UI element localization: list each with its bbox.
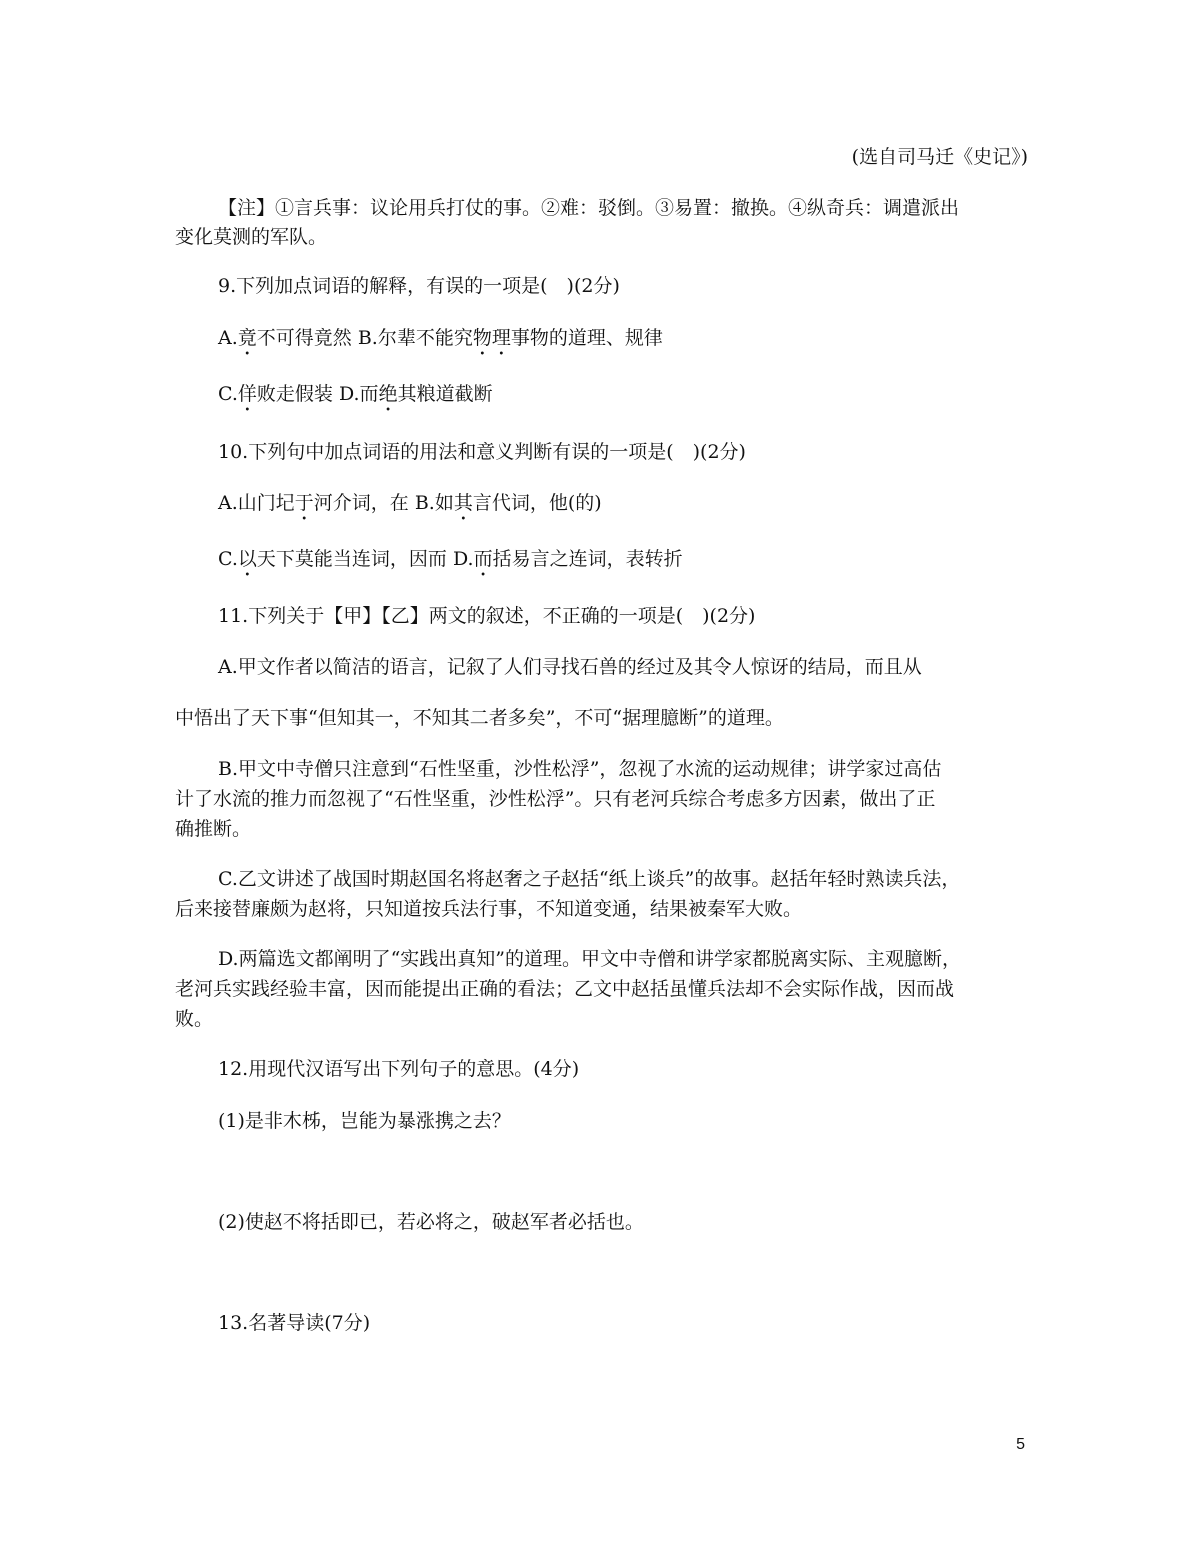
emphasis-word: 佯 bbox=[237, 383, 257, 405]
question-11-option-b-line-3: 确推断。 bbox=[175, 818, 252, 840]
annotation-note-line-2: 变化莫测的军队。 bbox=[175, 226, 328, 248]
emphasis-word: 物理 bbox=[472, 327, 511, 349]
question-11-stem: 11.下列关于【甲】【乙】两文的叙述，不正确的一项是( )(2分) bbox=[218, 605, 756, 627]
emphasis-word: 以 bbox=[237, 548, 257, 570]
question-10-options-ab: A.山门圮于河介词，在 B.如其言代词，他(的) bbox=[218, 492, 602, 514]
question-9-options-cd: C.佯败走假装 D.而绝其粮道截断 bbox=[218, 383, 493, 405]
question-9-stem: 9.下列加点词语的解释，有误的一项是( )(2分) bbox=[218, 275, 620, 297]
question-11-option-d-line-1: D.两篇选文都阐明了“实践出真知”的道理。甲文中寺僧和讲学家都脱离实际、主观臆断， bbox=[218, 948, 962, 970]
question-11-option-c-line-1: C.乙文讲述了战国时期赵国名将赵奢之子赵括“纸上谈兵”的故事。赵括年轻时熟读兵法， bbox=[218, 868, 961, 890]
emphasis-word: 于 bbox=[294, 492, 314, 514]
emphasis-word: 竟 bbox=[237, 327, 257, 349]
page-number: 5 bbox=[1016, 1436, 1025, 1453]
question-11-option-a-line-2: 中悟出了天下事“但知其一，不知其二者多矣”，不可“据理臆断”的道理。 bbox=[175, 707, 784, 729]
question-11-option-b-line-2: 计了水流的推力而忽视了“石性坚重，沙性松浮”。只有老河兵综合考虑多方因素，做出了正 bbox=[175, 788, 936, 810]
question-12-sentence-1: (1)是非木柹，岂能为暴涨携之去？ bbox=[218, 1110, 511, 1132]
question-10-stem: 10.下列句中加点词语的用法和意义判断有误的一项是( )(2分) bbox=[218, 441, 746, 463]
question-11-option-d-line-2: 老河兵实践经验丰富，因而能提出正确的看法；乙文中赵括虽懂兵法却不会实际作战，因而战 bbox=[175, 978, 955, 1000]
question-11-option-b-line-1: B.甲文中寺僧只注意到“石性坚重，沙性松浮”，忽视了水流的运动规律；讲学家过高估 bbox=[218, 758, 942, 780]
source-citation: (选自司马迁《史记》) bbox=[851, 146, 1028, 168]
emphasis-word: 绝 bbox=[378, 383, 398, 405]
question-13-stem: 13.名著导读(7分) bbox=[218, 1312, 371, 1334]
question-9-options-ab: A.竟不可得竟然 B.尔辈不能究物理事物的道理、规律 bbox=[218, 327, 663, 349]
emphasis-word: 其 bbox=[453, 492, 473, 514]
question-11-option-d-line-3: 败。 bbox=[175, 1008, 214, 1030]
question-10-options-cd: C.以天下莫能当连词，因而 D.而括易言之连词，表转折 bbox=[218, 548, 683, 570]
question-11-option-a-line-1: A.甲文作者以简洁的语言，记叙了人们寻找石兽的经过及其令人惊讶的结局，而且从 bbox=[218, 656, 922, 678]
question-12-stem: 12.用现代汉语写出下列句子的意思。(4分) bbox=[218, 1058, 580, 1080]
question-12-sentence-2: (2)使赵不将括即已，若必将之，破赵军者必括也。 bbox=[218, 1211, 644, 1233]
annotation-note-line-1: 【注】①言兵事：议论用兵打仗的事。②难：驳倒。③易置：撤换。④纵奇兵：调遣派出 bbox=[218, 197, 960, 219]
emphasis-word: 而 bbox=[473, 548, 493, 570]
question-11-option-c-line-2: 后来接替廉颇为赵将，只知道按兵法行事，不知道变通，结果被秦军大败。 bbox=[175, 898, 803, 920]
